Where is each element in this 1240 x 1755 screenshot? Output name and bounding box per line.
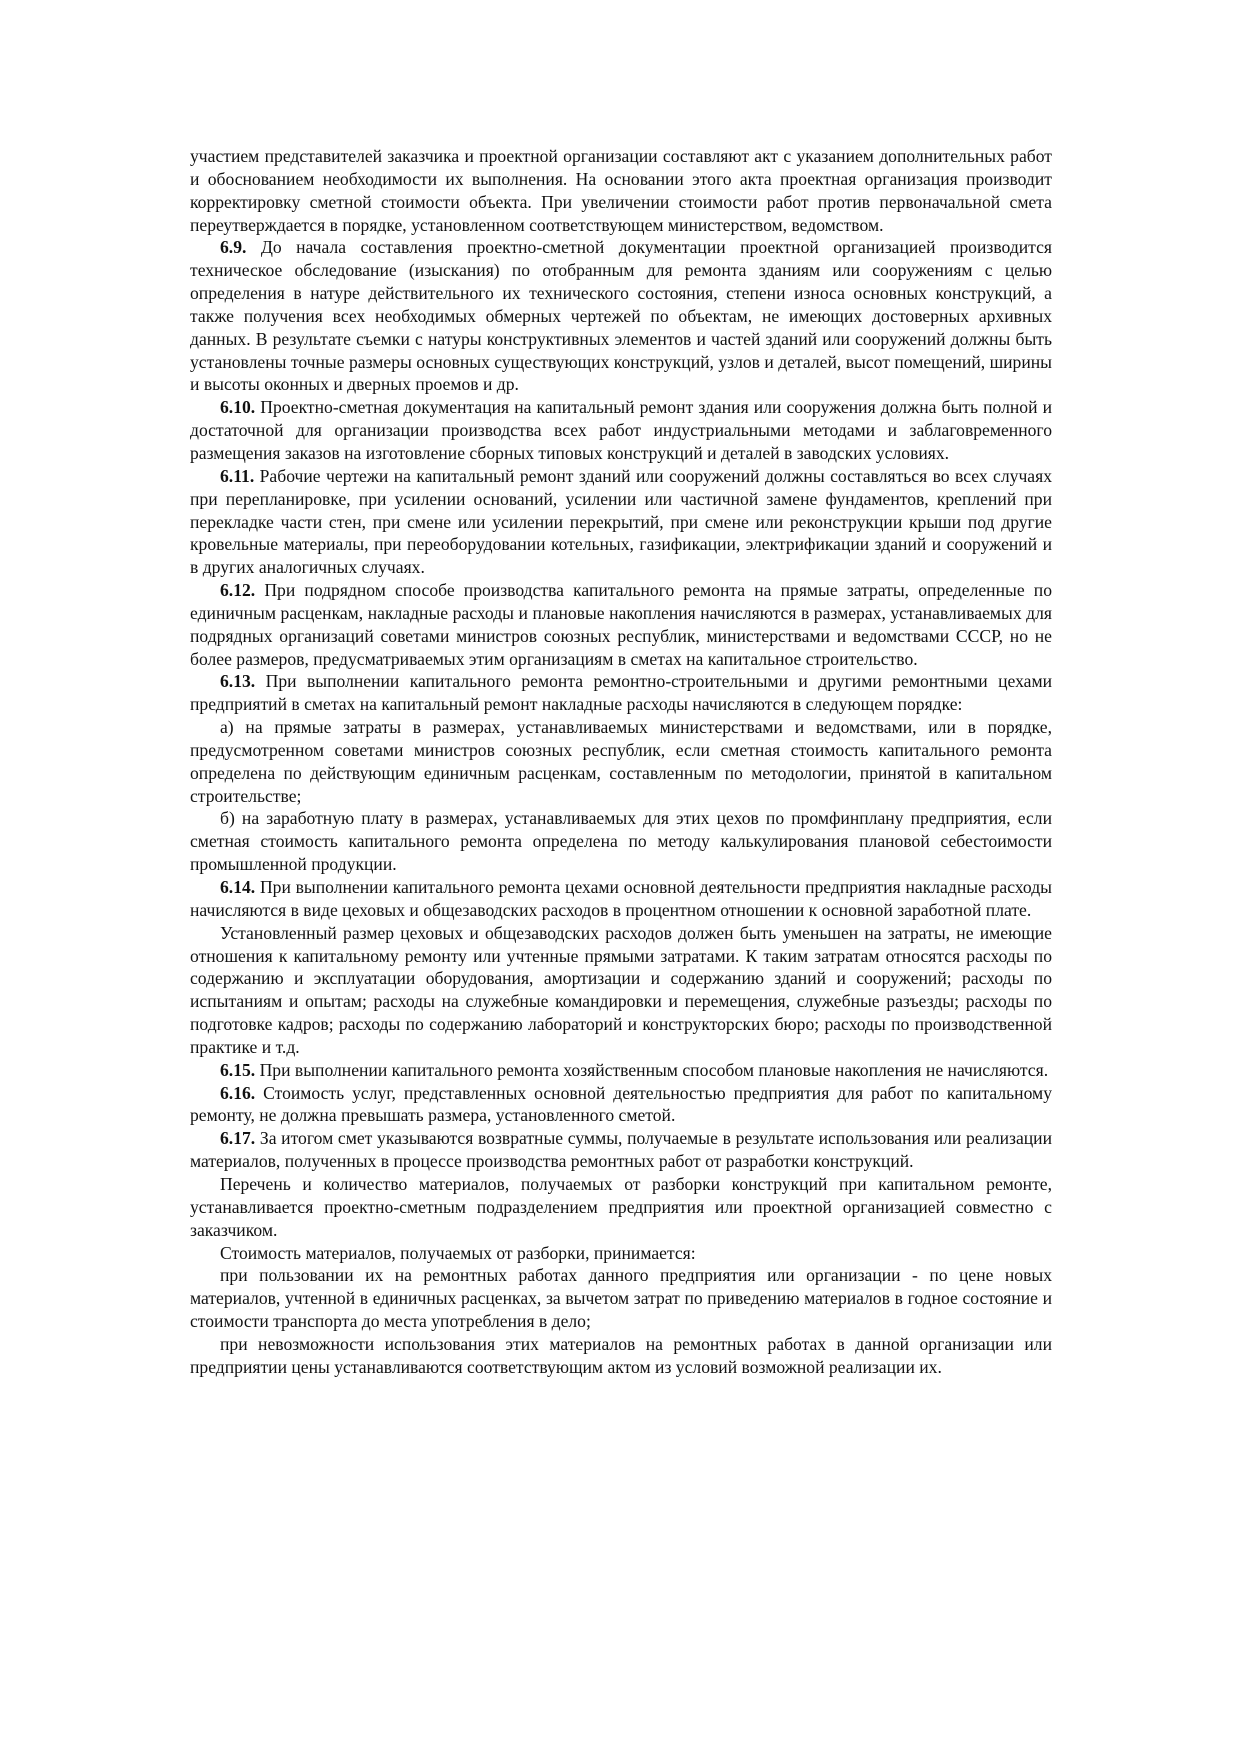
paragraph-text: При выполнении капитального ремонта хозяйственным способом плановые накопления не начисляются. (255, 1059, 1049, 1080)
paragraph-text: До начала составления проектно-сметной документации проектной организацией производится техническое обследование (изыскания) по отобранным для ремонта зданиям или сооружениям с целью определения в натуре действительного их технического состояния, степени износа основных конструкций, а также получения всех необходимых обмерных чертежей по объектам, не имеющих достоверных архивных данных. В результате съемки с натуры конструктивных элементов и частей зданий или сооружений должны быть установлены точные размеры основных существующих конструкций, узлов и деталей, высот помещений, ширины и высоты оконных и дверных проемов и др. (190, 237, 1052, 395)
paragraph-text: а) на прямые затраты в размерах, устанавливаемых министерствами и ведомствами, или в порядке, предусмотренном советами министров союзных республик, если сметная стоимость капитального ремонта определена по действующим единичным расценкам, составленным по методологии, принятой в капитальном строительстве; (190, 717, 1052, 806)
paragraph-text: За итогом смет указываются возвратные суммы, получаемые в результате использования или реализации материалов, полученных в процессе производства ремонтных работ от разработки конструкций. (190, 1128, 1052, 1172)
paragraph-text: Перечень и количество материалов, получаемых от разборки конструкций при капитальном ремонте, устанавливается проектно-сметным подразделением предприятия или проектной организацией совместно с заказчиком. (190, 1173, 1052, 1240)
paragraph-text: при пользовании их на ремонтных работах данного предприятия или организации - по цене новых материалов, учтенной в единичных расценках, за вычетом затрат по приведению материалов в годное состояние и стоимости транспорта до места употребления в дело; (190, 1265, 1052, 1332)
section-number: 6.17. (220, 1128, 256, 1149)
section-number: 6.14. (220, 877, 256, 897)
paragraph-6-16 (190, 1082, 1052, 1128)
paragraph-text: Установленный размер цеховых и общезаводских расходов должен быть уменьшен на затраты, не имеющие отношения к капитальному ремонту или учтенные прямыми затратами. К таким затратам относятся расходы по содержанию и эксплуатации оборудования, амортизации и содержанию зданий и сооружений; расходы по испытаниям и опытам; расходы на служебные командировки и перемещения, служебные разъезды; расходы по подготовке кадров; расходы по содержанию лабораторий и конструкторских бюро; расходы по производственной практике и т.д. (190, 922, 1052, 1057)
section-number: 6.9. (220, 237, 247, 258)
paragraph-6-9 (190, 236, 1052, 396)
paragraph-text: Стоимость материалов, получаемых от разборки, принимается: (220, 1242, 696, 1263)
section-number: 6.15. (220, 1059, 256, 1080)
paragraph-text: При подрядном способе производства капитального ремонта на прямые затраты, определенные по единичным расценкам, накладные расходы и плановые накопления начисляются в размерах, устанавливаемых для подрядных организаций советами министров союзных республик, министерствами и ведомствами СССР, но не более размеров, предусматриваемых этим организациям в сметах на капитальное строительство. (190, 580, 1052, 669)
list-item-b (190, 807, 1052, 876)
paragraph-materials-sale (190, 1333, 1052, 1379)
paragraph-6-17 (190, 1127, 1052, 1173)
paragraph-text: при невозможности использования этих материалов на ремонтных работах в данной организации или предприятии цены устанавливаются соответствующим актом из условий возможной реализации их. (190, 1333, 1052, 1377)
paragraph-6-15 (190, 1059, 1052, 1082)
paragraph-text: участием представителей заказчика и проектной организации составляют акт с указанием дополнительных работ и обоснованием необходимости их выполнения. На основании этого акта проектная организация производит корректировку сметной стоимости объекта. При увеличении стоимости работ против первоначальной смета переутверждается в порядке, установленном соответствующем министерством, ведомством. (190, 146, 1052, 235)
paragraph-text: Проектно-сметная документация на капитальный ремонт здания или сооружения должна быть полной и достаточной для организации производства всех работ индустриальными методами и заблаговременного размещения заказов на изготовление сборных типовых конструкций и деталей в заводских условиях. (190, 397, 1052, 463)
paragraph-continuation (190, 145, 1052, 236)
section-number: 6.11. (220, 465, 255, 486)
paragraph-materials-list (190, 1173, 1052, 1242)
list-item-a (190, 716, 1052, 807)
paragraph-6-13 (190, 670, 1052, 716)
document-page (190, 145, 1052, 1379)
section-number: 6.12. (220, 580, 256, 601)
paragraph-text: При выполнении капитального ремонта ремонтно-строительными и другими ремонтными цехами предприятий в сметах на капитальный ремонт накладные расходы начисляются в следующем порядке: (190, 671, 1052, 715)
section-number: 6.13. (220, 671, 256, 692)
paragraph-materials-reuse (190, 1264, 1052, 1333)
paragraph-text: Стоимость услуг, представленных основной деятельностью предприятия для работ по капитальному ремонту, не должна превышать размера, установленного сметой. (190, 1082, 1052, 1126)
paragraph-overhead-reduction (190, 922, 1052, 1059)
paragraph-6-12 (190, 579, 1052, 670)
paragraph-6-10 (190, 396, 1052, 465)
paragraph-text: б) на заработную плату в размерах, устанавливаемых для этих цехов по промфинплану предприятия, если сметная стоимость капитального ремонта определена по методу калькулирования плановой себестоимости промышленной продукции. (190, 808, 1052, 875)
paragraph-6-11 (190, 465, 1052, 579)
paragraph-materials-cost (190, 1242, 1052, 1265)
paragraph-text: Рабочие чертежи на капитальный ремонт зданий или сооружений должны составляться во всех случаях при перепланировке, при усилении оснований, усилении или частичной замене фундаментов, креплений при перекладке части стен, при смене или усилении перекрытий, при смене или реконструкции крыши под другие кровельные материалы, при переоборудовании котельных, газификации, электрификации зданий и сооружений и в других аналогичных случаях. (190, 465, 1052, 578)
paragraph-text: При выполнении капитального ремонта цехами основной деятельности предприятия накладные расходы начисляются в виде цеховых и общезаводских расходов в процентном отношении к основной заработной плате. (190, 877, 1052, 920)
section-number: 6.10. (220, 397, 256, 418)
section-number: 6.16. (220, 1082, 256, 1103)
paragraph-6-14 (190, 876, 1052, 922)
